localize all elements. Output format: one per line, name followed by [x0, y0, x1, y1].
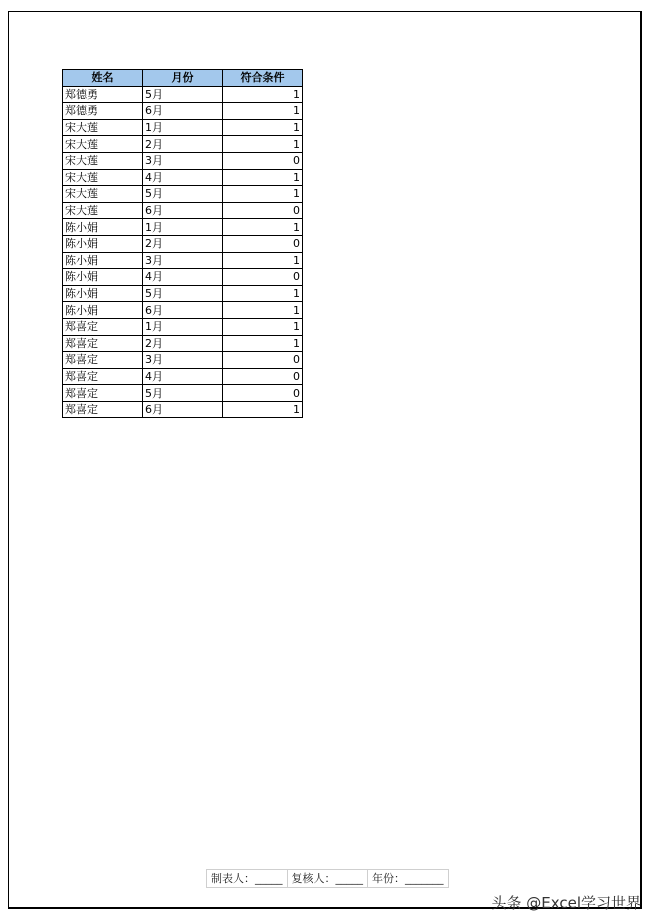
- table-header-row: [63, 70, 303, 87]
- table-row: [63, 335, 303, 352]
- footer-maker: 制表人：_____: [207, 870, 288, 887]
- cell-month[interactable]: 2月: [143, 335, 223, 352]
- cell-qualified[interactable]: 1: [223, 285, 303, 302]
- cell-qualified[interactable]: 0: [223, 352, 303, 369]
- cell-name[interactable]: 郑喜定: [63, 401, 143, 418]
- table-row: [63, 302, 303, 319]
- cell-qualified[interactable]: 1: [223, 335, 303, 352]
- table-row: [63, 401, 303, 418]
- cell-month[interactable]: 4月: [143, 169, 223, 186]
- cell-qualified[interactable]: 0: [223, 385, 303, 402]
- cell-name[interactable]: 宋大莲: [63, 169, 143, 186]
- cell-name[interactable]: 陈小娟: [63, 302, 143, 319]
- footer-year: 年份：_______: [372, 872, 444, 885]
- cell-name[interactable]: 郑喜定: [63, 318, 143, 335]
- cell-month[interactable]: 6月: [143, 202, 223, 219]
- data-table: [62, 69, 303, 418]
- table-row: [63, 103, 303, 120]
- cell-name[interactable]: 宋大莲: [63, 119, 143, 136]
- cell-name[interactable]: 宋大莲: [63, 202, 143, 219]
- cell-qualified[interactable]: 1: [223, 169, 303, 186]
- cell-qualified[interactable]: 1: [223, 103, 303, 120]
- table-row: [63, 169, 303, 186]
- footer-reviewer: 复核人：_____: [288, 870, 369, 887]
- signature-footer: [206, 869, 449, 888]
- cell-month[interactable]: 2月: [143, 136, 223, 153]
- table-row: [63, 235, 303, 252]
- cell-month[interactable]: 6月: [143, 302, 223, 319]
- print-page: [8, 11, 642, 909]
- table-row: [63, 219, 303, 236]
- cell-qualified[interactable]: 1: [223, 119, 303, 136]
- cell-name[interactable]: 陈小娟: [63, 235, 143, 252]
- cell-name[interactable]: 宋大莲: [63, 136, 143, 153]
- table-row: [63, 385, 303, 402]
- cell-qualified[interactable]: 0: [223, 235, 303, 252]
- cell-qualified[interactable]: 0: [223, 152, 303, 169]
- table-row: [63, 368, 303, 385]
- header-qualified[interactable]: 符合条件: [223, 70, 303, 87]
- cell-month[interactable]: 5月: [143, 285, 223, 302]
- cell-name[interactable]: 郑喜定: [63, 352, 143, 369]
- cell-month[interactable]: 5月: [143, 385, 223, 402]
- table-row: [63, 252, 303, 269]
- cell-qualified[interactable]: 1: [223, 252, 303, 269]
- cell-month[interactable]: 5月: [143, 186, 223, 203]
- table-row: [63, 318, 303, 335]
- cell-month[interactable]: 6月: [143, 401, 223, 418]
- header-month[interactable]: 月份: [143, 70, 223, 87]
- table-row: [63, 202, 303, 219]
- cell-name[interactable]: 郑德勇: [63, 103, 143, 120]
- cell-month[interactable]: 2月: [143, 235, 223, 252]
- cell-name[interactable]: 陈小娟: [63, 219, 143, 236]
- cell-month[interactable]: 3月: [143, 352, 223, 369]
- table-row: [63, 86, 303, 103]
- cell-month[interactable]: 1月: [143, 318, 223, 335]
- cell-qualified[interactable]: 1: [223, 136, 303, 153]
- cell-qualified[interactable]: 0: [223, 368, 303, 385]
- cell-qualified[interactable]: 1: [223, 186, 303, 203]
- cell-name[interactable]: 宋大莲: [63, 152, 143, 169]
- table-row: [63, 269, 303, 286]
- cell-name[interactable]: 陈小娟: [63, 269, 143, 286]
- cell-name[interactable]: 郑德勇: [63, 86, 143, 103]
- cell-name[interactable]: 陈小娟: [63, 252, 143, 269]
- cell-month[interactable]: 5月: [143, 86, 223, 103]
- table-row: [63, 186, 303, 203]
- cell-month[interactable]: 4月: [143, 368, 223, 385]
- cell-qualified[interactable]: 1: [223, 401, 303, 418]
- cell-name[interactable]: 郑喜定: [63, 335, 143, 352]
- cell-name[interactable]: 陈小娟: [63, 285, 143, 302]
- cell-name[interactable]: 宋大莲: [63, 186, 143, 203]
- cell-month[interactable]: 3月: [143, 252, 223, 269]
- cell-qualified[interactable]: 1: [223, 302, 303, 319]
- cell-month[interactable]: 4月: [143, 269, 223, 286]
- cell-qualified[interactable]: 0: [223, 269, 303, 286]
- cell-qualified[interactable]: 1: [223, 318, 303, 335]
- cell-name[interactable]: 郑喜定: [63, 385, 143, 402]
- cell-month[interactable]: 6月: [143, 103, 223, 120]
- cell-qualified[interactable]: 1: [223, 219, 303, 236]
- cell-qualified[interactable]: 0: [223, 202, 303, 219]
- table-row: [63, 352, 303, 369]
- cell-month[interactable]: 1月: [143, 219, 223, 236]
- cell-month[interactable]: 3月: [143, 152, 223, 169]
- cell-qualified[interactable]: 1: [223, 86, 303, 103]
- table-row: [63, 119, 303, 136]
- cell-name[interactable]: 郑喜定: [63, 368, 143, 385]
- table-row: [63, 152, 303, 169]
- table-row: [63, 285, 303, 302]
- table-row: [63, 136, 303, 153]
- header-name[interactable]: 姓名: [63, 70, 143, 87]
- watermark-text: 头条 @Excel学习世界: [491, 894, 641, 912]
- cell-month[interactable]: 1月: [143, 119, 223, 136]
